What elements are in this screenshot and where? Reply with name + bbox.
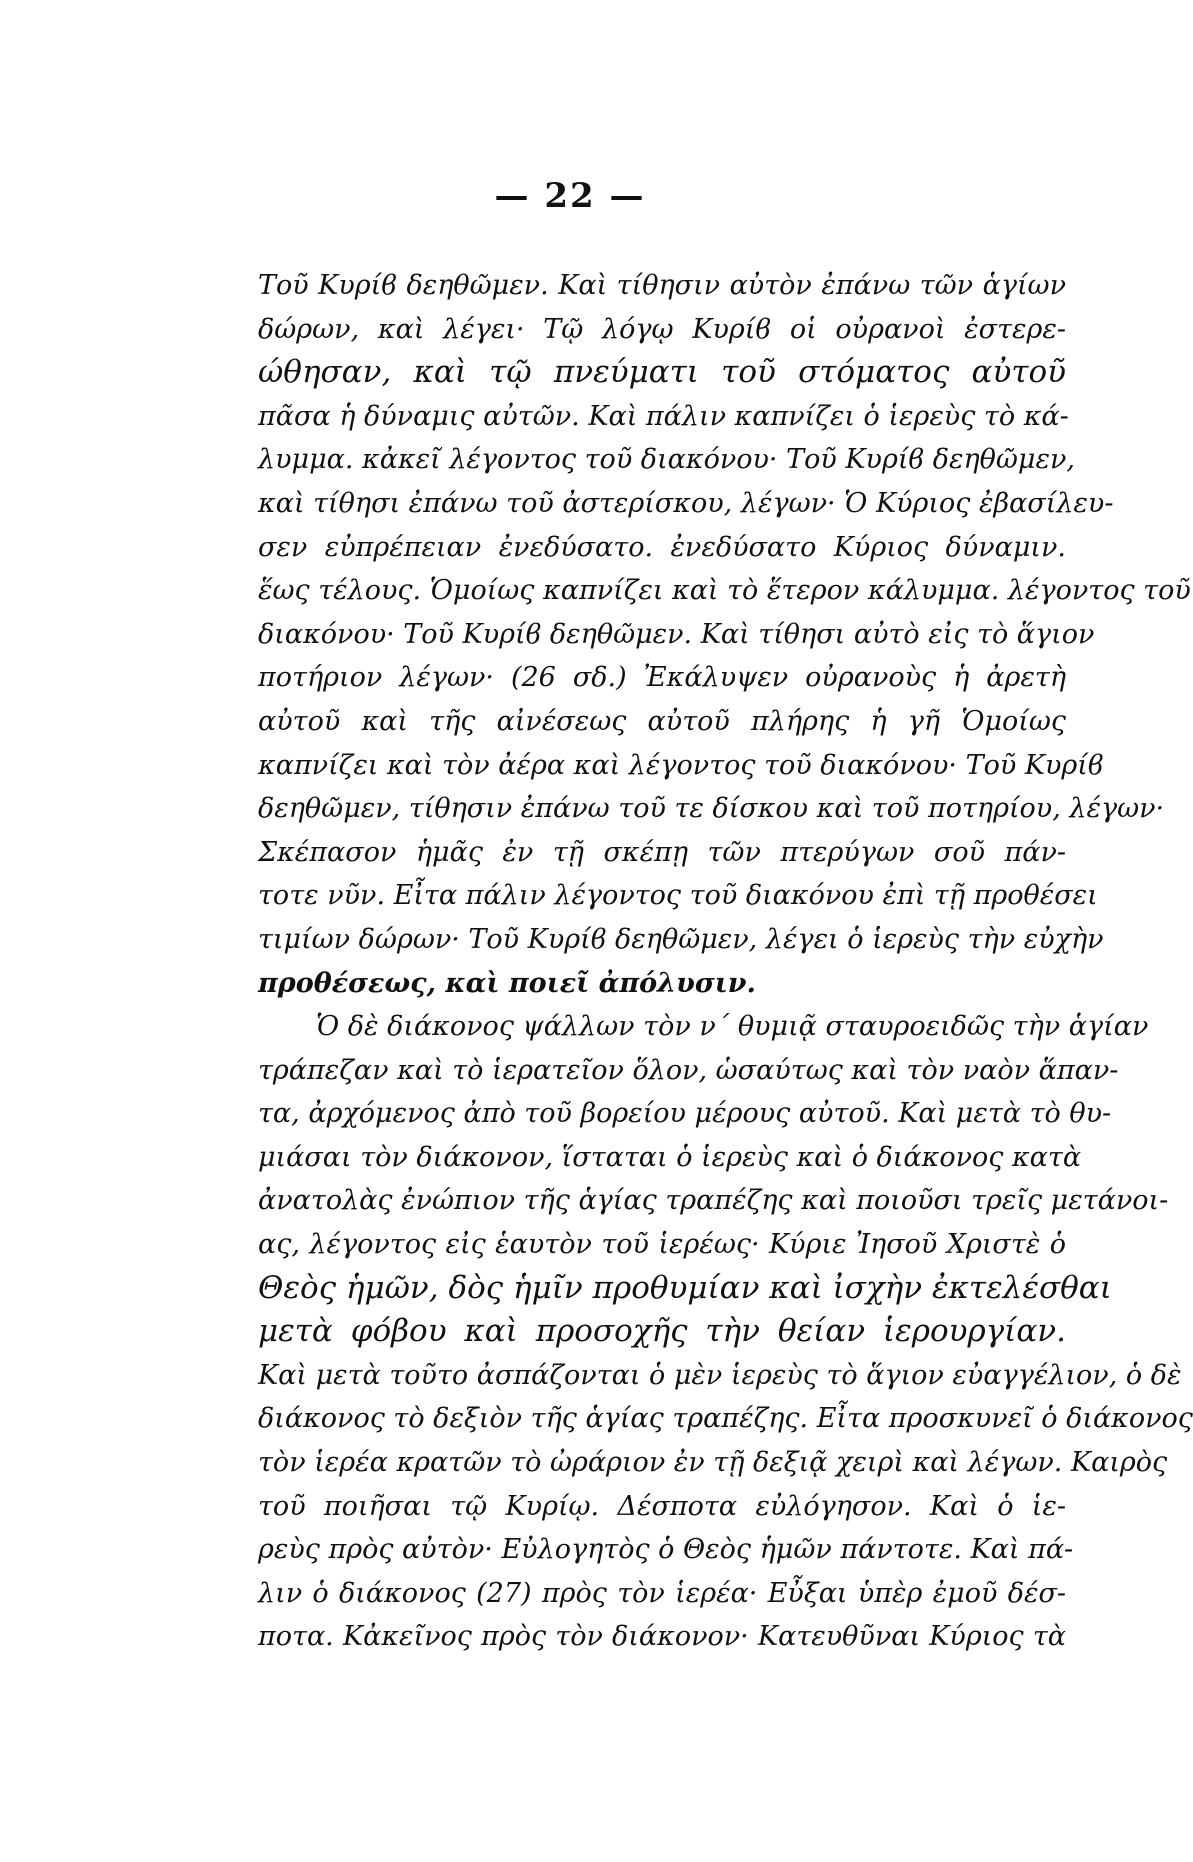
text-line: μετὰ φόβου καὶ προσοχῆς τὴν θείαν ἱερουργίαν. [258,1313,1066,1350]
text-line: τιμίων δώρων· Τοῦ Κυρίϐ δεηθῶμεν, λέγει ὁ ἱερεὺς τὴν εὐχὴν [258,923,1104,955]
text-line: ας, λέγοντος εἰς ἑαυτὸν τοῦ ἱερέως· Κύριε Ἰησοῦ Χριστὲ ὁ [258,1229,1066,1261]
text-line: ώθησαν, καὶ τῷ πνεύματι τοῦ στόματος αὐτοῦ [258,354,1066,391]
text-line: τὸν ἱερέα κρατῶν τὸ ὠράριον ἐν τῇ δεξιᾷ χειρὶ καὶ λέγων. Καιρὸς [258,1447,1168,1479]
text-line: Καὶ μετὰ τοῦτο ἀσπάζονται ὁ μὲν ἱερεὺς τὸ ἅγιον εὐαγγέλιον, ὁ δὲ [258,1359,1182,1391]
text-line: σεν εὐπρέπειαν ἐνεδύσατο. ἐνεδύσατο Κύριος δύναμιν. [258,531,1066,563]
text-line: ἀνατολὰς ἐνώπιον τῆς ἁγίας τραπέζης καὶ ποιοῦσι τρεῖς μετάνοι- [258,1185,1169,1217]
text-line: μιάσαι τὸν διάκονον, ἵσταται ὁ ἱερεὺς καὶ ὁ διάκονος κατὰ [258,1141,1082,1173]
text-line: Σκέπασον ἡμᾶς ἐν τῇ σκέπῃ τῶν πτερύγων σοῦ πάν- [258,836,1066,868]
text-line: ποτήριον λέγων· (26 σδ.) Ἐκάλυψεν οὐρανοὺς ἡ ἀρετὴ [258,662,1066,694]
text-line: ἕως τέλους. Ὁμοίως καπνίζει καὶ τὸ ἕτερον κάλυμμα. λέγοντος τοῦ [258,575,1191,607]
text-line: ποτα. Κἀκεῖνος πρὸς τὸν διάκονον· Κατευθῦναι Κύριος τὰ [258,1621,1066,1653]
text-line: τοτε νῦν. Εἶτα πάλιν λέγοντος τοῦ διακόνου ἐπὶ τῇ προθέσει [258,880,1098,912]
text-line: Τοῦ Κυρίϐ δεηθῶμεν. Καὶ τίθησιν αὐτὸν ἐπάνω τῶν ἁγίων [258,270,1066,301]
body-text [258,264,1193,1659]
text-line: τράπεζαν καὶ τὸ ἱερατεῖον ὅλον, ὡσαύτως καὶ τὸν ναὸν ἅπαν- [258,1054,1119,1086]
text-line: Θεὸς ἡμῶν, δὸς ἡμῖν προθυμίαν καὶ ἰσχὴν ἐκτελέσθαι [258,1269,1112,1306]
text-line: δεηθῶμεν, τίθησιν ἐπάνω τοῦ τε δίσκου καὶ τοῦ ποτηρίου, λέγων· [258,793,1165,825]
text-line: τοῦ ποιῆσαι τῷ Κυρίῳ. Δέσποτα εὐλόγησον. Καὶ ὁ ἱε- [258,1490,1066,1522]
text-line: ρεὺς πρὸς αὐτὸν· Εὐλογητὸς ὁ Θεὸς ἡμῶν πάντοτε. Καὶ πά- [258,1534,1074,1566]
text-line: τα, ἀρχόμενος ἀπὸ τοῦ βορείου μέρους αὐτοῦ. Καὶ μετὰ τὸ θυ- [258,1098,1112,1130]
page-number: — 22 — [494,176,646,216]
text-line: λυμμα. κἀκεῖ λέγοντος τοῦ διακόνου· Τοῦ Κυρίϐ δεηθῶμεν, [258,444,1075,476]
text-line: διάκονος τὸ δεξιὸν τῆς ἁγίας τραπέζης. Εἶτα προσκυνεῖ ὁ διάκονος [258,1403,1193,1435]
text-line: Ὁ δὲ διάκονος ψάλλων τὸν ν΄ θυμιᾷ σταυροειδῶς τὴν ἁγίαν [316,1011,1149,1043]
text-line: αὐτοῦ καὶ τῆς αἰνέσεως αὐτοῦ πλήρης ἡ γῆ Ὁμοίως [258,705,1066,737]
text-line: δώρων, καὶ λέγει· Τῷ λόγῳ Κυρίϐ οἱ οὐρανοὶ ἐστερε- [258,313,1066,345]
text-line: προθέσεως, καὶ ποιεῖ ἀπόλυσιν. [258,967,756,999]
text-line: διακόνου· Τοῦ Κυρίϐ δεηθῶμεν. Καὶ τίθησι αὐτὸ εἰς τὸ ἅγιον [258,618,1095,650]
text-line: καπνίζει καὶ τὸν ἀέρα καὶ λέγοντος τοῦ διακόνου· Τοῦ Κυρίϐ [258,749,1104,781]
text-line: πᾶσα ἡ δύναμις αὐτῶν. Καὶ πάλιν καπνίζει ὁ ἱερεὺς τὸ κά- [258,400,1069,432]
text-line: λιν ὁ διάκονος (27) πρὸς τὸν ἱερέα· Εὖξαι ὑπὲρ ἐμοῦ δέσ- [258,1577,1066,1609]
text-line: καὶ τίθησι ἐπάνω τοῦ ἀστερίσκου, λέγων· Ὁ Κύριος ἐβασίλευ- [258,487,1114,519]
